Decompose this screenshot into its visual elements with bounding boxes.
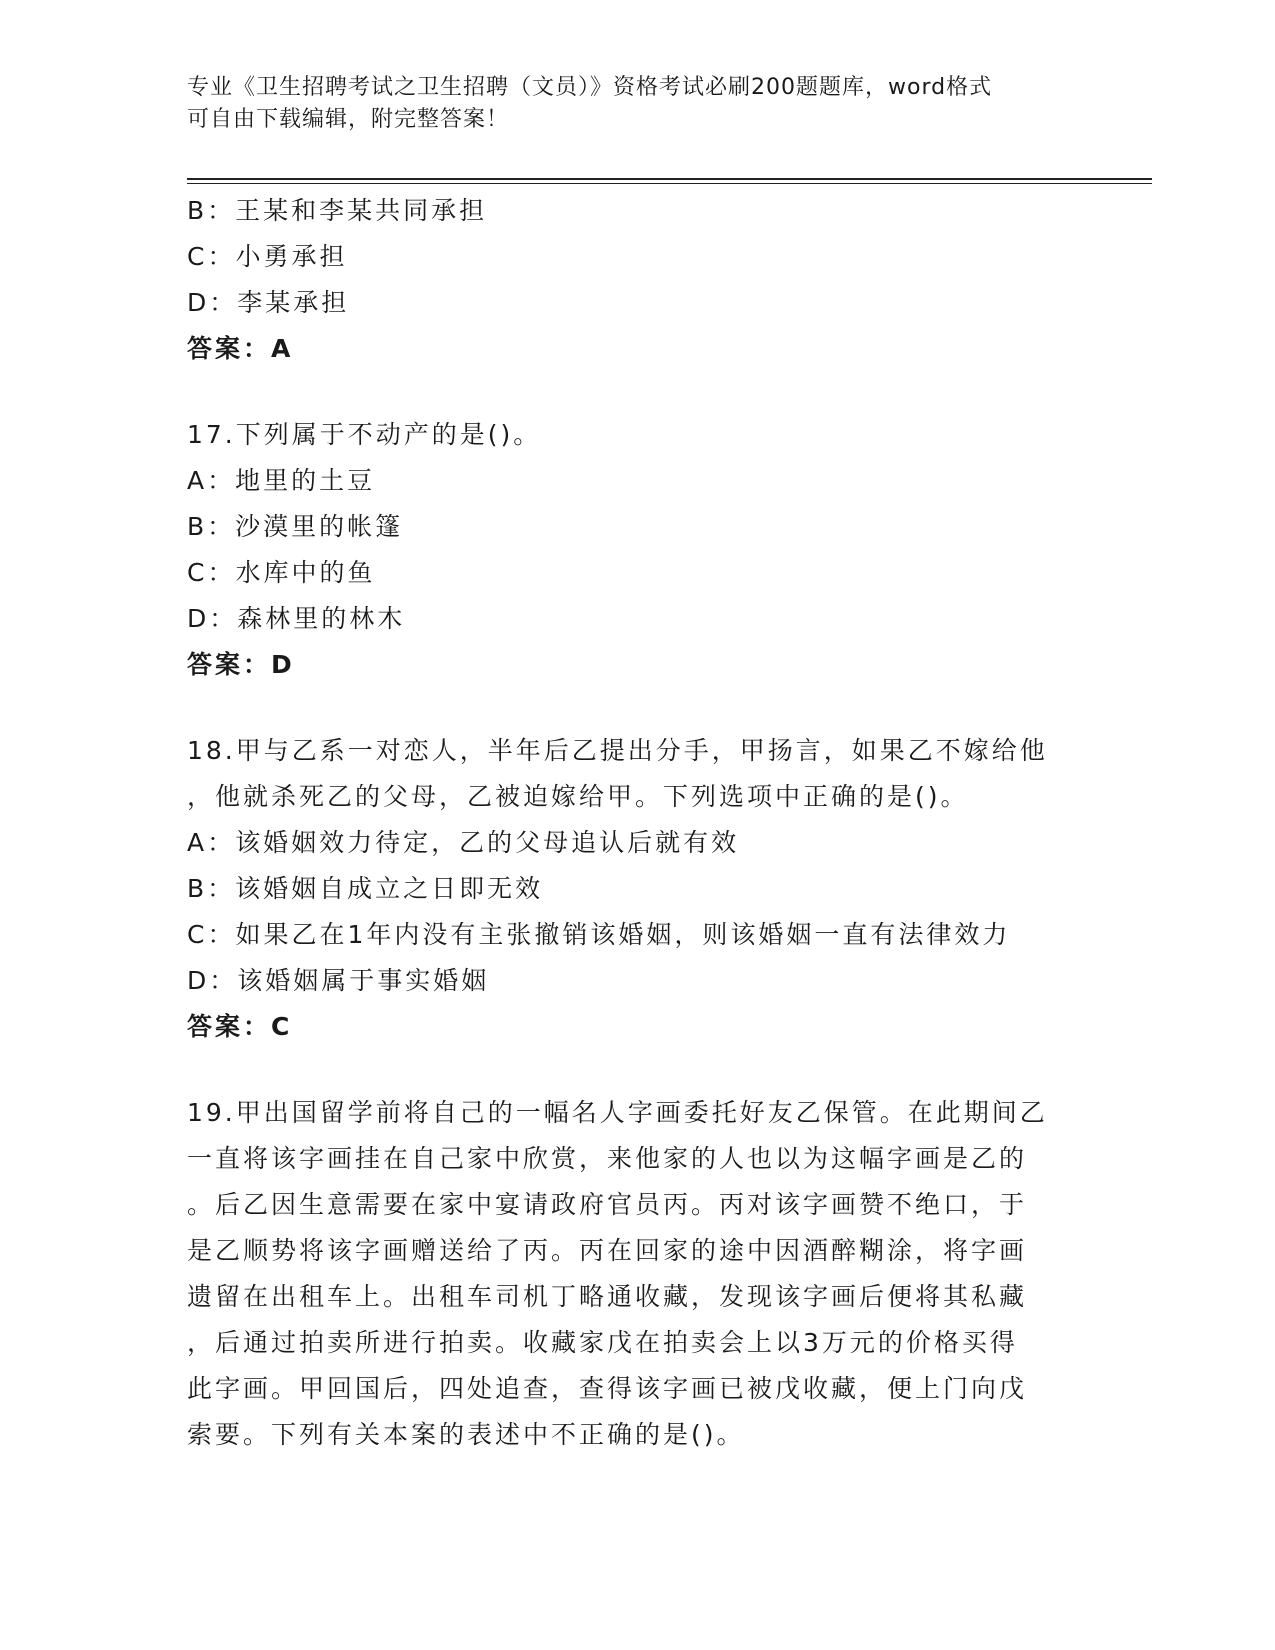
question-18 (187, 728, 1087, 1050)
question-text: ，他就杀死乙的父母，乙被迫嫁给甲。下列选项中正确的是()。 (187, 782, 969, 811)
answer-line: 答案：D (187, 650, 295, 679)
question-text: 此字画。甲回国后，四处追查，查得该字画已被戊收藏，便上门向戊 (187, 1374, 1028, 1403)
option-d: D：李某承担 (187, 288, 350, 317)
option-b: B：王某和李某共同承担 (187, 196, 488, 225)
option-c: C：水库中的鱼 (187, 558, 376, 587)
question-text: ，后通过拍卖所进行拍卖。收藏家戊在拍卖会上以3万元的价格买得 (187, 1328, 1018, 1357)
header-rule-thin (187, 183, 1152, 184)
document-header (187, 72, 1087, 136)
header-line-2: 可自由下载编辑，附完整答案！ (187, 107, 510, 132)
option-c: C：如果乙在1年内没有主张撤销该婚姻，则该婚姻一直有法律效力 (187, 920, 1011, 949)
question-16-continuation (187, 188, 1087, 372)
question-text: 18.甲与乙系一对恋人，半年后乙提出分手，甲扬言，如果乙不嫁给他 (187, 736, 1048, 765)
option-c: C：小勇承担 (187, 242, 348, 271)
question-text: 17.下列属于不动产的是()。 (187, 420, 542, 449)
option-d: D：森林里的林木 (187, 604, 406, 633)
question-19 (187, 1090, 1087, 1458)
header-rule-thick (187, 178, 1152, 180)
option-a: A：该婚姻效力待定，乙的父母追认后就有效 (187, 828, 740, 857)
option-b: B：该婚姻自成立之日即无效 (187, 874, 544, 903)
question-text: 19.甲出国留学前将自己的一幅名人字画委托好友乙保管。在此期间乙 (187, 1098, 1048, 1127)
question-17 (187, 412, 1087, 688)
header-line-1: 专业《卫生招聘考试之卫生招聘（文员）》资格考试必刷200题题库，word格式 (187, 75, 993, 100)
question-text: 。后乙因生意需要在家中宴请政府官员丙。丙对该字画赞不绝口，于 (187, 1190, 1028, 1219)
option-a: A：地里的土豆 (187, 466, 376, 495)
question-text: 是乙顺势将该字画赠送给了丙。丙在回家的途中因酒醉糊涂，将字画 (187, 1236, 1028, 1265)
question-text: 一直将该字画挂在自己家中欣赏，来他家的人也以为这幅字画是乙的 (187, 1144, 1028, 1173)
question-text: 遗留在出租车上。出租车司机丁略通收藏，发现该字画后便将其私藏 (187, 1282, 1028, 1311)
option-d: D：该婚姻属于事实婚姻 (187, 966, 490, 995)
option-b: B：沙漠里的帐篷 (187, 512, 404, 541)
answer-line: 答案：C (187, 1012, 293, 1041)
question-text: 索要。下列有关本案的表述中不正确的是()。 (187, 1420, 745, 1449)
document-body (187, 188, 1087, 1458)
answer-line: 答案：A (187, 334, 294, 363)
